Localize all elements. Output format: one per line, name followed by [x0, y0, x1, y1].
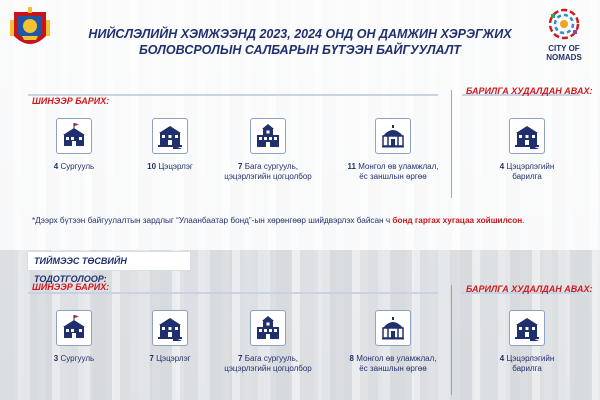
item-count: 3 [53, 354, 59, 363]
item-text: Цэцэрлэгийн [506, 162, 555, 171]
kindergarten-icon [514, 315, 540, 341]
item-text: Сургууль [60, 354, 95, 363]
item-caption [19, 354, 129, 364]
item-caption [338, 162, 448, 182]
bottom-item-school [19, 310, 129, 364]
school-icon [61, 123, 87, 149]
tile [56, 118, 92, 154]
item-text-2: цэцэрлэгийн цогцолбор [224, 364, 312, 373]
bottom-item-ger [338, 310, 448, 374]
bottom-item-school-complex [213, 310, 323, 374]
item-text: Сургууль [60, 162, 95, 171]
top-item-kindergarten [115, 118, 225, 172]
item-caption [338, 354, 448, 374]
city-of-nomads-mark-icon [543, 8, 585, 40]
tile [152, 118, 188, 154]
bottom-item-kindergarten [115, 310, 225, 364]
top-item-ger [338, 118, 448, 182]
kindergarten-icon [157, 123, 183, 149]
item-caption [472, 354, 582, 374]
item-text: Монгол өв уламжлал, [356, 354, 437, 363]
bottom-build-label: ШИНЭЭР БАРИХ: [32, 282, 110, 292]
item-count: 10 [147, 162, 157, 171]
item-count: 4 [499, 162, 505, 171]
item-text-2: ёс заншлын өргөө [359, 172, 427, 181]
title-line-1: НИЙСЛЭЛИЙН ХЭМЖЭЭНД 2023, 2024 ОНД ОН ДАМЖИН ХЭРЭГЖИХ [88, 27, 512, 41]
bottom-buy-item [472, 310, 582, 374]
item-caption [115, 162, 225, 172]
item-text-2: цэцэрлэгийн цогцолбор [224, 172, 312, 181]
item-text: Цэцэрлэгийн [506, 354, 555, 363]
top-item-school [19, 118, 129, 172]
item-count: 8 [349, 354, 354, 363]
item-count: 4 [499, 354, 505, 363]
item-caption [19, 162, 129, 172]
tile [152, 310, 188, 346]
item-count: 4 [53, 162, 59, 171]
item-text: Цэцэрлэг [156, 354, 191, 363]
item-caption [213, 354, 323, 374]
city-of-nomads-logo [540, 8, 588, 62]
school-icon [61, 315, 87, 341]
item-count: 7 [238, 354, 243, 363]
item-text: Цэцэрлэг [158, 162, 193, 171]
kindergarten-icon [514, 123, 540, 149]
item-text: Бага сургууль, [244, 354, 298, 363]
top-build-label: ШИНЭЭР БАРИХ: [32, 96, 110, 106]
top-buy-item [472, 118, 582, 182]
item-caption [115, 354, 225, 364]
top-buy-label: БАРИЛГА ХУДАЛДАН АВАХ: [466, 86, 593, 96]
item-count: 11 [347, 162, 356, 171]
item-caption [213, 162, 323, 182]
tile [250, 310, 286, 346]
ulaanbaatar-emblem-icon [8, 6, 52, 52]
school-complex-icon [255, 123, 281, 149]
vertical-divider [451, 90, 452, 198]
item-count: 7 [149, 354, 154, 363]
tile [250, 118, 286, 154]
footnote-text: *Дээрх бүтээн байгуулалтын зардлыг “Улаанбаатар бонд”-ын хөрөнгөөр шийдвэрлэх байсан ч [32, 216, 393, 225]
school-complex-icon [255, 315, 281, 341]
item-text-2: барилга [512, 172, 542, 181]
title-line-2: БОЛОВСРОЛЫН САЛБАРЫН БҮТЭЭН БАЙГУУЛАЛТ [139, 43, 461, 57]
tile [375, 118, 411, 154]
footnote-emphasis: бонд гаргах хугацаа хойшилсон [392, 216, 523, 225]
footnote [32, 216, 524, 225]
page-title [72, 26, 528, 58]
item-text-2: барилга [512, 364, 542, 373]
vertical-divider [451, 285, 452, 395]
bottom-buy-label: БАРИЛГА ХУДАЛДАН АВАХ: [466, 284, 593, 294]
top-item-school-complex [213, 118, 323, 182]
tile [509, 118, 545, 154]
section-rule [28, 292, 438, 294]
ger-icon [380, 123, 406, 149]
item-text: Монгол өв уламжлал, [358, 162, 439, 171]
tile [375, 310, 411, 346]
budget-amendment-banner: ТИЙМЭЭС ТӨСВИЙН ТОДОТГОЛООР: [28, 252, 190, 270]
item-text-2: ёс заншлын өргөө [359, 364, 427, 373]
item-caption [472, 162, 582, 182]
tile [509, 310, 545, 346]
brand-name: CITY OF NOMADS [546, 44, 582, 62]
item-count: 7 [238, 162, 243, 171]
kindergarten-icon [157, 315, 183, 341]
item-text: Бага сургууль, [244, 162, 298, 171]
tile [56, 310, 92, 346]
footnote-suffix: . [522, 216, 525, 225]
ger-icon [380, 315, 406, 341]
